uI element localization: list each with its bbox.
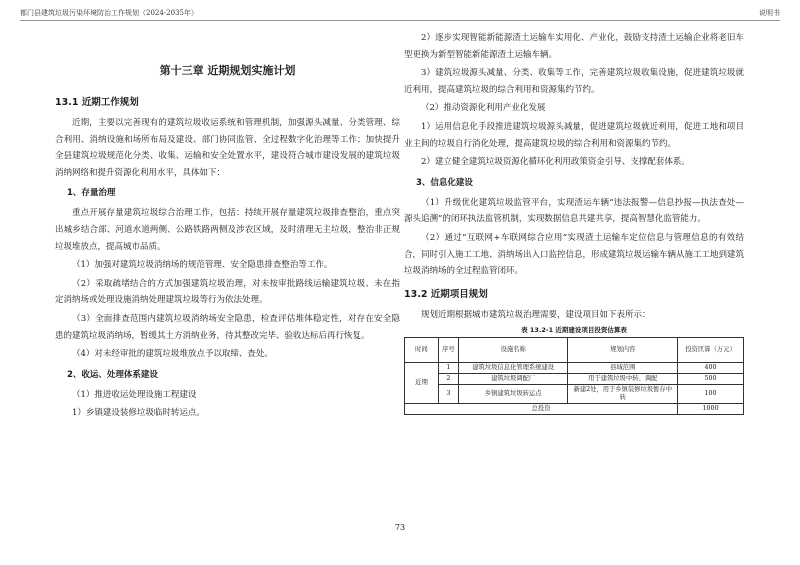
stock-item-1: （1）加强对建筑垃圾消纳场的规范管理、安全隐患排查整治等工作。 xyxy=(72,260,333,271)
table-cell: 县域范围 xyxy=(568,363,678,374)
total-label-cell: 总投资 xyxy=(405,404,678,415)
section-title-13-1: 13.1 近期工作规划 xyxy=(55,97,139,108)
table-cell: 2 xyxy=(438,374,458,385)
table-cell: 1 xyxy=(438,363,458,374)
collection-item-1: （1）推进收运处理设施工程建设 xyxy=(72,389,197,400)
period-cell: 近期 xyxy=(405,363,439,404)
table-cell: 新建2处，用于乡镇装修垃圾暂存中转 xyxy=(568,385,678,404)
right-column xyxy=(404,30,744,415)
table-cell: 用于建筑垃圾中转、调配 xyxy=(568,374,678,385)
table-cell: 乡镇建筑垃圾转运点 xyxy=(458,385,568,404)
table-cell: 400 xyxy=(678,363,744,374)
subsection-title-informatization: 3、信息化建设 xyxy=(416,177,473,188)
header-divider xyxy=(20,20,780,21)
page-header-title: 都门县建筑垃圾污染环境防治工作规划（2024-2035年） xyxy=(20,9,198,17)
informatization-item-2: （2）通过“互联网+车联网综合应用”实现渣土运输车定位信息与管理信息的有效结合，同时引入施工工地、消纳场出入口监控信息，形成建筑垃圾运输车辆从施工工地到建筑垃圾消纳场的全过程监管闭环。 xyxy=(404,232,745,277)
chapter-title: 第十三章 近期规划实施计划 xyxy=(159,64,296,77)
stock-item-3: （3）全面排查范围内建筑垃圾消纳场安全隐患，检查评估堆体稳定性，对存在安全隐患的建筑垃圾消纳场，暂缓其土方消纳业务，待其整改完毕、验收达标后再行恢复。 xyxy=(55,313,400,341)
table-cell: 建筑垃圾信息化管理系统建设 xyxy=(458,363,568,374)
table-cell: 500 xyxy=(678,374,744,385)
table-cell: 建筑垃圾调配厂 xyxy=(458,374,568,385)
stock-paragraph: 重点开展存量建筑垃圾综合治理工作，包括：持续开展存量建筑垃圾排查整治，重点突出城乡结合部、河道水道两侧、公路铁路两侧及涉农区域，及时清理无主垃圾，整治非正规垃圾堆放点，提高城市品质。 xyxy=(55,208,400,252)
total-value-cell: 1000 xyxy=(678,404,744,415)
stock-item-2: （2）采取疏堵结合的方式加强建筑垃圾治理，对未按审批路线运输建筑垃圾、未在指定消纳场或处理设施消纳处理建筑垃圾等行为依法处理。 xyxy=(55,278,400,306)
intro-paragraph: 近期，主要以完善现有的建筑垃圾收运系统和管理机制，加强源头减量、分类管理、综合利用、消纳设施和场所布局及建设、部门协同监管、全过程数字化治理等工作；加快提升全县建筑垃圾规范化分类、收集、运输和安全处置水平，建设符合城市建设发展的建筑垃圾消纳网络和提升资源化利用水平，具体如下： xyxy=(55,118,400,178)
subsection-title-stock: 1、存量治理 xyxy=(67,188,116,199)
table-header-cell: 规划内容 xyxy=(568,338,678,363)
table-header-cell: 设施名称 xyxy=(458,338,568,363)
table-header-cell: 投资匡算（万元） xyxy=(678,338,744,363)
section-title-13-2: 13.2 近期项目规划 xyxy=(404,288,488,300)
table-row xyxy=(405,374,744,385)
page-number: 73 xyxy=(394,523,406,532)
table-cell: 100 xyxy=(678,385,744,404)
table-header-cell: 时间 xyxy=(405,338,439,363)
collection-item-1-2: 2）逐步实现智能新能源渣土运输车实用化、产业化，鼓励支持渣土运输企业将老旧车型更换为新型智能新能源渣土运输车辆。 xyxy=(404,33,744,60)
table-cell: 3 xyxy=(438,385,458,404)
table-title: 表 13.2-1 近期建设项目投资估算表 xyxy=(521,326,627,335)
stock-item-4: （4）对未经审批的建筑垃圾堆放点予以取缔、查处。 xyxy=(72,349,273,360)
table-row xyxy=(405,363,744,374)
table-header-cell: 序号 xyxy=(438,338,458,363)
left-column xyxy=(55,30,400,424)
collection-item-2-1: 1）运用信息化手段推进建筑垃圾源头减量，促进建筑垃圾就近利用，促进工地和项目业主间的垃圾自行消化处理，提高建筑垃圾的综合利用和资源集约节约。 xyxy=(404,121,744,149)
table-row xyxy=(405,385,744,404)
collection-item-1-3: 3）建筑垃圾源头减量、分类、收集等工作，完善建筑垃圾收集设施，促进建筑垃圾就近利用，提高建筑垃圾的综合利用和资源集约节约。 xyxy=(404,68,744,95)
collection-item-2-2: 2）建立健全建筑垃圾资源化循环化利用政策资金引导、支撑配套体系。 xyxy=(421,157,690,168)
table-total-row xyxy=(405,404,744,415)
table-header-row xyxy=(405,338,744,363)
collection-item-1-1: 1）乡镇建设装修垃圾临时转运点。 xyxy=(72,408,205,419)
page-header-section: 说明书 xyxy=(759,9,780,17)
subsection-title-collection: 2、收运、处理体系建设 xyxy=(67,369,158,380)
collection-item-2: （2）推动资源化利用产业化发展 xyxy=(421,103,546,114)
informatization-item-1: （1）升级优化建筑垃圾监管平台，实现渣运车辆“违法报警—信息抄报—执法查处—源头追溯”的闭环执法监管机制，实现数据信息共建共享，提高智慧化监管能力。 xyxy=(404,197,744,225)
project-intro: 规划近期根据城市建筑垃圾治理需要，建设项目如下表所示： xyxy=(421,309,651,320)
investment-table xyxy=(404,337,744,415)
